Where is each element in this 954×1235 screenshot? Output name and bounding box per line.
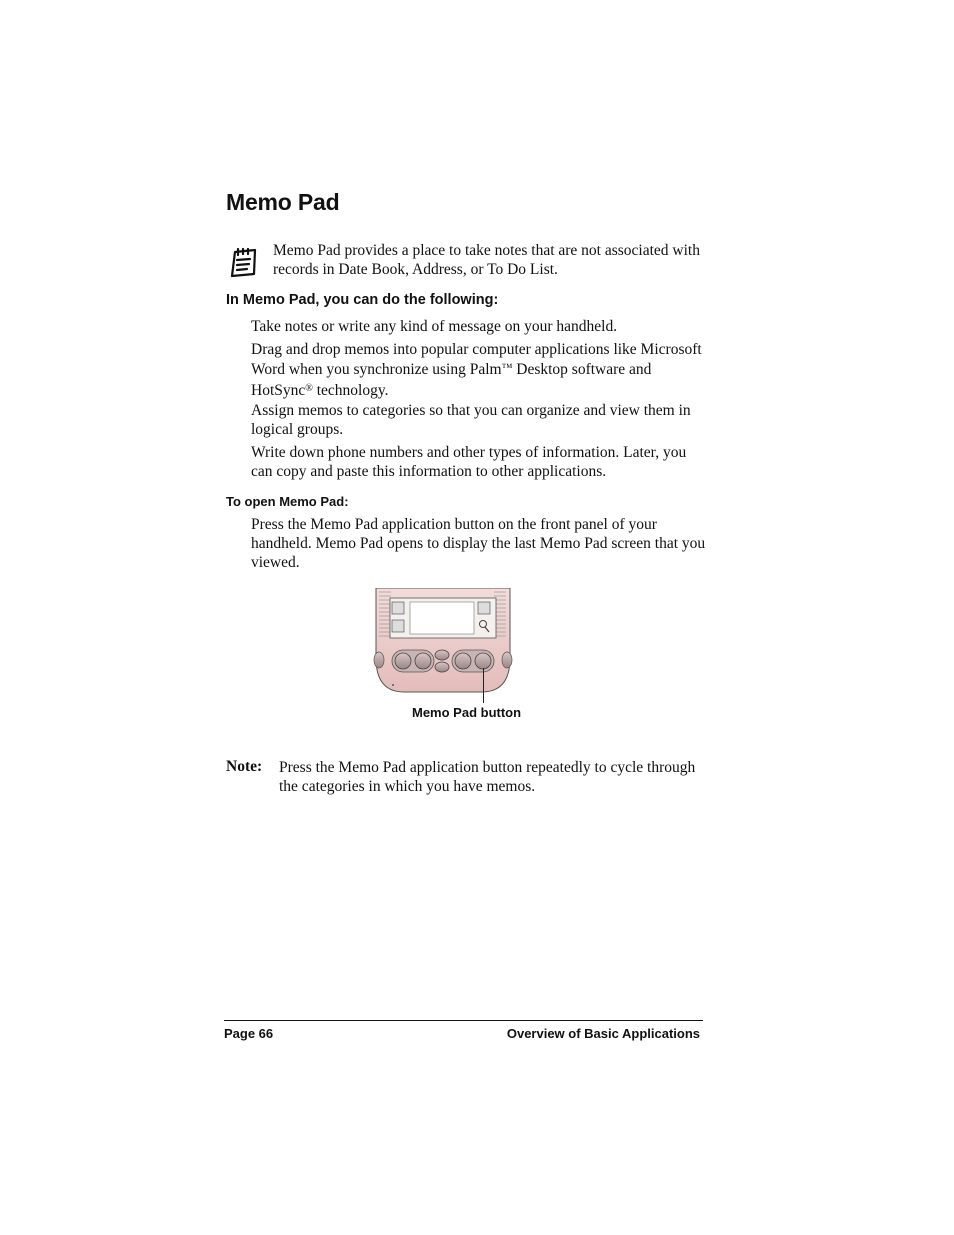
trademark-symbol: ™ [501,362,513,374]
list-item [251,340,711,400]
footer-chapter-title: Overview of Basic Applications [506,1026,700,1041]
list-item-text: technology. [312,382,389,399]
list-item: Assign memos to categories so that you can organize and view them in logical groups. [251,402,691,438]
registered-symbol: ® [305,383,313,394]
list-item-text: Desktop software and HotSync [251,361,652,399]
note-label: Note: [226,758,263,775]
handheld-device-illustration [372,588,514,694]
intro-text: Memo Pad provides a place to take notes that are not associated with records in Date Book, Address, or To Do List. [273,242,700,278]
page-title: Memo Pad [226,189,340,215]
callout-line [483,668,484,703]
section-heading-open: To open Memo Pad: [226,494,349,509]
footer-page-number: Page 66 [224,1026,274,1041]
note-text: Press the Memo Pad application button repeatedly to cycle through the categories in which you have memos. [279,759,696,795]
memo-pad-icon [228,247,260,279]
list-item: Take notes or write any kind of message on your handheld. [251,318,618,335]
footer-rule [224,1020,703,1021]
figure-caption: Memo Pad button [412,705,522,720]
list-item-text: Drag and drop memos into popular computer applications like Microsoft Word when you synchronize using Palm [251,341,702,378]
open-instructions: Press the Memo Pad application button on the front panel of your handheld. Memo Pad opens to display the last Memo Pad screen that you viewed. [251,516,706,571]
list-item: Write down phone numbers and other types of information. Later, you can copy and paste this information to other applications. [251,444,687,480]
section-heading-following: In Memo Pad, you can do the following: [226,292,499,308]
